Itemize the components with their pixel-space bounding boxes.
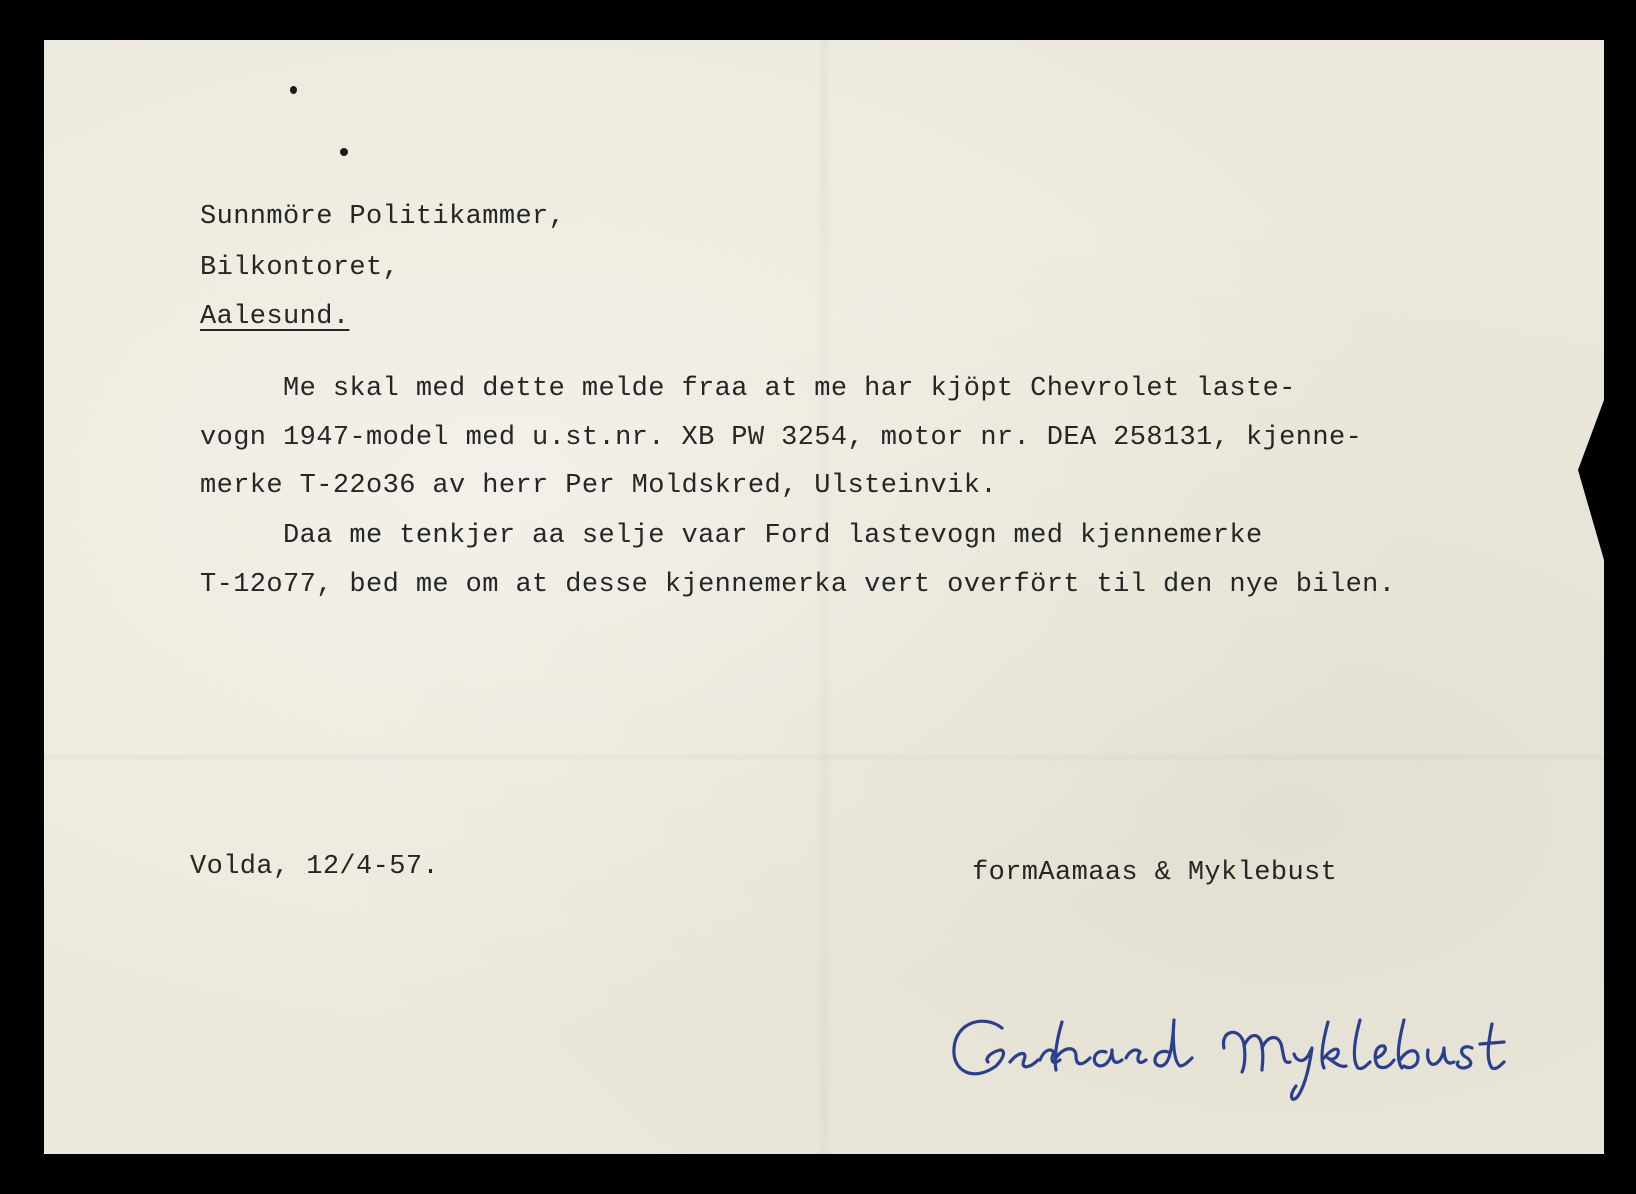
body-line: vogn 1947-model med u.st.nr. XB PW 3254, motor nr. DEA 258131, kjenne- xyxy=(200,423,1363,453)
body-line: Daa me tenkjer aa selje vaar Ford lastevogn med kjennemerke xyxy=(200,521,1263,551)
address-line-recipient: Sunnmöre Politikammer, xyxy=(200,202,566,232)
torn-edge xyxy=(1578,400,1604,560)
handwritten-signature xyxy=(944,1000,1584,1110)
address-line-city: Aalesund. xyxy=(200,302,350,332)
body-line: merke T-22o36 av herr Per Moldskred, Ulsteinvik. xyxy=(200,471,997,501)
body-line: Me skal med dette melde fraa at me har kjöpt Chevrolet laste- xyxy=(200,374,1296,404)
company-line: formAamaas & Myklebust xyxy=(972,858,1338,888)
letter-paper xyxy=(44,40,1604,1154)
ink-speck xyxy=(290,86,297,94)
body-line: T-12o77, bed me om at desse kjennemerka vert overfört til den nye bilen. xyxy=(200,570,1396,600)
ink-speck xyxy=(340,148,348,156)
address-line-office: Bilkontoret, xyxy=(200,253,400,283)
place-date: Volda, 12/4-57. xyxy=(190,852,440,882)
